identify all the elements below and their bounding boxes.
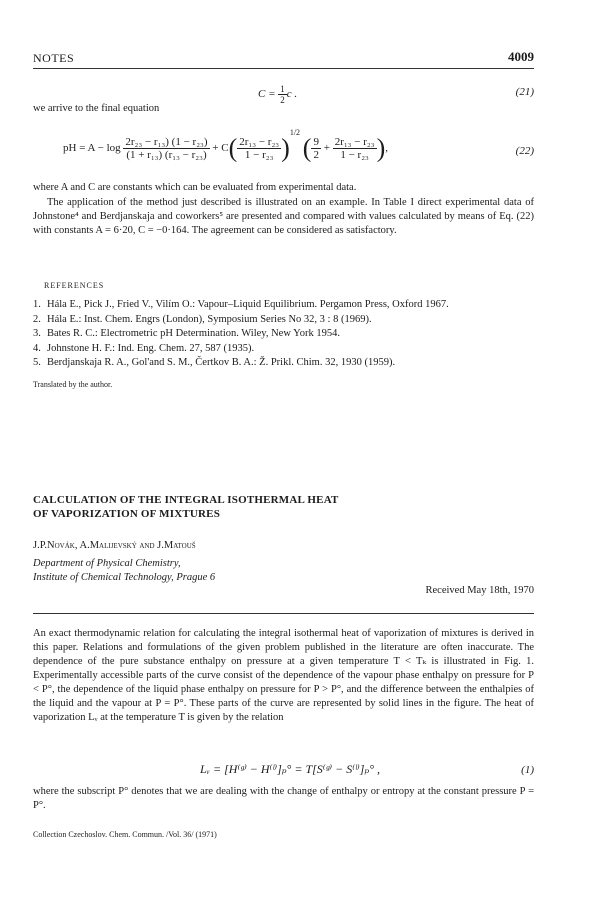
translator-note: Translated by the author. xyxy=(33,380,113,389)
page-number: 4009 xyxy=(508,49,534,64)
article-affiliation: Department of Physical Chemistry, Institute of Chemical Technology, Prague 6 xyxy=(33,558,216,583)
abstract-rule xyxy=(33,613,534,614)
equation-21-number: (21) xyxy=(515,86,534,98)
paragraph-constants: where A and C are constants which can be evaluated from experimental data. xyxy=(33,182,357,193)
equation-1-number: (1) xyxy=(521,764,534,776)
journal-footer: Collection Czechoslov. Chem. Commun. /Vol. 36/ (1971) xyxy=(33,830,217,839)
paragraph-subscript: where the subscript P° denotes that we are dealing with the change of enthalpy or entropy at the constant pressure P = P°. xyxy=(33,786,534,811)
received-date: Received May 18th, 1970 xyxy=(425,585,534,596)
equation-22-number: (22) xyxy=(515,145,534,157)
references-heading: REFERENCES xyxy=(44,281,105,290)
article-authors: J.P.Novák, A.Malijevský and J.Matouš xyxy=(33,540,196,551)
paragraph-application: The application of the method just described is illustrated on an example. In Table I direct experimental data of Johnstone⁴ and Berdjanskaja and coworkers⁵ are presented and compared with values calculated by means of Eq. (22) with constants A = 6·20, C = −0·164. The agreement can be considered as satisfactory. xyxy=(33,197,534,236)
equation-22: pH = A − log $\frac{\text{2r₂₃ − r₁₃) (1 − r₂₃)}}{\text{(1 + r₁₃) (r₁₃ − r₂₃)}}$ + C( $\frac{\text{2r₁₃ − r₂₃}}{\text{1 − r₂₃}}$ )$^{1/2}$ ( $\frac{9}{2}$ + $\frac{\text{2r₁₃ − r₂₃}}{\text{1 − r₂₃}}$ ), xyxy=(63,128,388,163)
article-title: CALCULATION OF THE INTEGRAL ISOTHERMAL HEAT OF VAPORIZATION OF MIXTURES xyxy=(33,494,339,520)
reference-item: 5. Berdjanskaja R. A., Gol'and S. M., Čertkov B. A.: Ž. Prikl. Chim. 32, 1930 (1959). xyxy=(33,357,396,369)
reference-item: 4. Johnstone H. F.: Ind. Eng. Chem. 27, 587 (1935). xyxy=(33,342,255,354)
article-abstract: An exact thermodynamic relation for calculating the integral isothermal heat of vaporization of mixtures is derived in this paper. Relations and formulations of the given problem published in the literature are often inaccurate. The dependence of the pure substance enthalpy on pressure at a given temperature T < Tₖ is illustrated in Fig. 1. Experimentally accessible parts of the curve consist of the dependence of the vapour phase enthalpy on pressure for P < P°, the dependence of the liquid phase enthalpy on pressure for P > P°, and the difference between the enthalpies of the liquid and the vapour at P = P°. These parts of the curve are represented by solid lines in the figure. The heat of vaporization Lᵥ at the temperature T is given by the relation xyxy=(33,628,534,723)
reference-item: 3. Bates R. C.: Electrometric pH Determination. Wiley, New York 1954. xyxy=(33,328,340,340)
reference-item: 2. Hála E.: Inst. Chem. Engrs (London), Symposium Series No 32, 3 : 8 (1969). xyxy=(33,313,372,325)
reference-item: 1. Hála E., Pick J., Fried V., Vilím O.: Vapour–Liquid Equilibrium. Pergamon Press, Oxford 1967. xyxy=(33,299,449,310)
header-rule xyxy=(33,68,534,69)
text-arrive: we arrive to the final equation xyxy=(33,103,160,114)
equation-21: C = $\frac{1}{2}$ c . xyxy=(258,84,298,105)
running-header: NOTES xyxy=(33,51,75,65)
equation-1: Lᵥ = [H⁽ᵍ⁾ − H⁽ˡ⁾]ₚ° = T[S⁽ᵍ⁾ − S⁽ˡ⁾]ₚ° , xyxy=(200,762,381,776)
references-list xyxy=(33,298,543,371)
